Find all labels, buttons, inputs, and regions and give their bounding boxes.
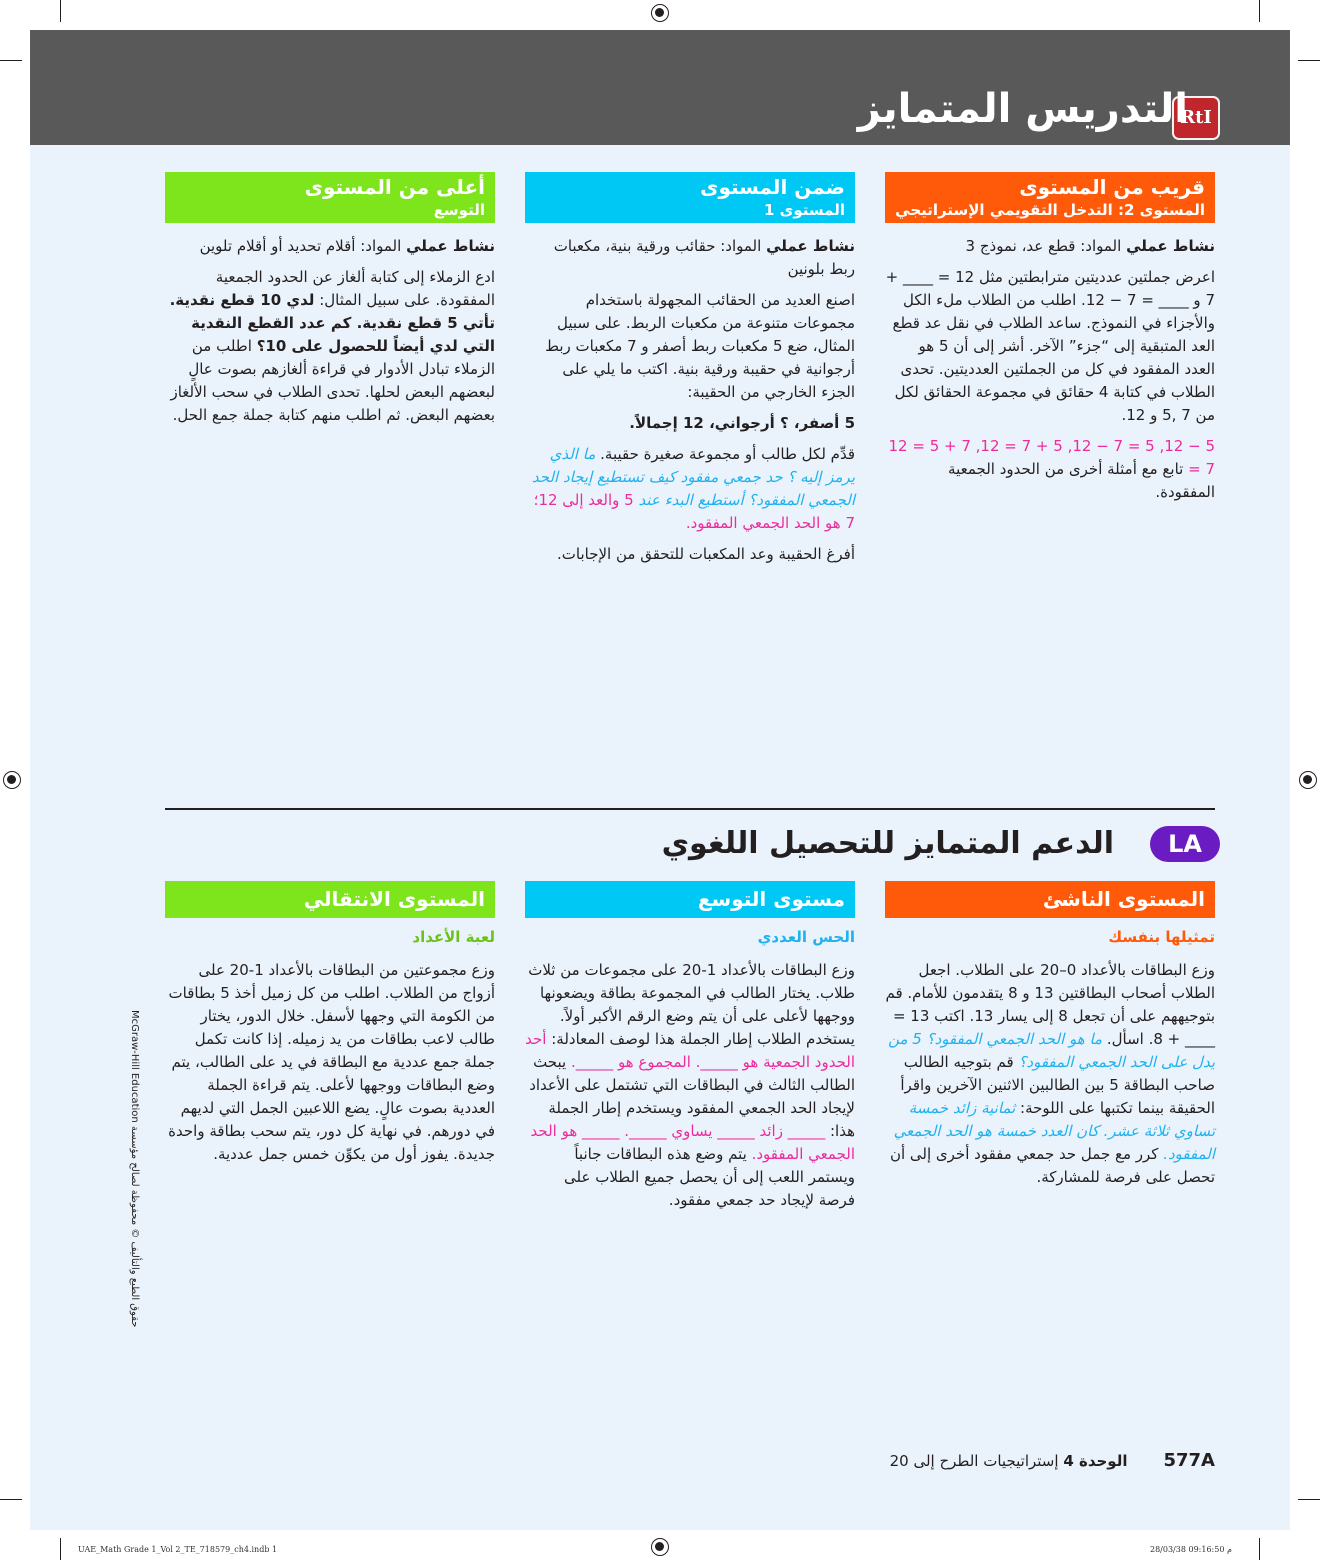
body-text: اصنع العديد من الحقائب المجهولة باستخدام مجموعات متنوعة من مكعبات الربط. على سبيل المثال، ضع 5 مكعبات ربط أصفر و 7 مكعبات ربط أرجوانية في حقيبة ورقية بنية. اكتب ما يلي على الجزء الخارجي من الحقيبة: bbox=[545, 291, 855, 401]
rti-column-beyond bbox=[165, 172, 495, 435]
band-subtitle: المستوى 2: التدخل التقويمي الإستراتيجي bbox=[895, 201, 1205, 219]
answer-text: 12 = 5 + 7 ,12 = 7 + 5 ,12 − 7 = 5 ,12 − 5 = 7 bbox=[888, 437, 1215, 478]
prompt-text: ما الذي يرمز إليه ؟ حد جمعي مفقود كيف تستطيع إيجاد الحد الجمعي المفقود؟ أستطيع البدء عند bbox=[531, 445, 855, 509]
la-column-emerging bbox=[885, 881, 1215, 1197]
section-title: الدعم المتمايز للتحصيل اللغوي bbox=[661, 826, 1114, 861]
rti-badge: RtI bbox=[1172, 96, 1220, 140]
column-band: المستوى الناشئ bbox=[885, 881, 1215, 918]
column-band: مستوى التوسع bbox=[525, 881, 855, 918]
print-slug-right: 28/03/38 09:16:50 م bbox=[1150, 1545, 1232, 1554]
answer-text: 5 والعد إلى 12؛ 7 هو الحد الجمعي المفقود. bbox=[533, 491, 855, 532]
column-subheading: لعبة الأعداد bbox=[412, 928, 495, 946]
prompt-text: ثمانية زائد خمسة تساوي ثلاثة عشر. كان العدد خمسة هو الحد الجمعي المفقود. bbox=[893, 1099, 1215, 1163]
footer-unit-title: إستراتيجيات الطرح إلى 20 bbox=[889, 1452, 1064, 1470]
crop-mark bbox=[0, 60, 22, 61]
la-column-expanding bbox=[525, 881, 855, 1220]
prompt-text: ما هو الحد الجمعي المفقود؟ 5 من يدل على الحد الجمعي المفقود؟ bbox=[888, 1030, 1215, 1071]
page-number: 577A bbox=[1163, 1450, 1215, 1471]
registration-mark bbox=[651, 4, 669, 22]
crop-mark bbox=[1259, 0, 1260, 22]
band-title: أعلى من المستوى bbox=[304, 175, 485, 199]
body-text: وزع البطاقات بالأعداد 1-20 على مجموعات من ثلاث طلاب. يختار الطالب في المجموعة بطاقة ويضعونها ووجهها لأعلى على أن يتم وضع الرقم الأكبر أولاً. يستخدم الطلاب إطار الجملة هذا لوصف المعادلة: أحد الحدود الجمعية هو _____. المجموع هو _____. يبحث الطالب الثالث في البطاقات التي تشتمل على الأعداد لإيجاد الحد الجمعي المفقود ويستخدم إطار الجملة هذا: _____ زائد _____ يساوي _____. _____ هو الحد الجمعي المفقود. يتم وضع هذه البطاقات جانباً ويستمر اللعب إلى أن يحصل جميع الطلاب على فرصة لإيجاد حد جمعي مفقود. bbox=[525, 961, 855, 1209]
copyright-side-text: حقوق الطبع والتأليف © محفوظة لصالح مؤسسة McGraw-Hill Education bbox=[129, 1010, 140, 1328]
footer-unit: الوحدة 4 bbox=[1063, 1452, 1128, 1470]
crop-mark bbox=[1298, 1499, 1320, 1500]
la-badge: LA bbox=[1150, 826, 1220, 862]
body-text: اعرض جملتين عدديتين مترابطتين مثل 12 = ____ + 7 و ____ = 7 − 12. اطلب من الطلاب ملء الكل والأجزاء في النموذج. ساعد الطلاب في نقل عد قطع العد المتبقية إلى “جزء” الآخر. أشر إلى أن 5 هو العدد المفقود في كل من الجملتين العدديتين. تحدى الطلاب في كتابة 4 حقائق في مجموعة الحقائق لكل من 7 ,5 و 12. bbox=[885, 268, 1215, 424]
band-title: ضمن المستوى bbox=[700, 175, 845, 199]
la-column-bridging bbox=[165, 881, 495, 1174]
body-text: 12 = 5 + 7 ,12 = 7 + 5 ,12 − 7 = 5 ,12 − 5 = 7 تابع مع أمثلة أخرى من الحدود الجمعية المفقودة. bbox=[888, 437, 1215, 501]
band-title: قريب من المستوى bbox=[1019, 175, 1205, 199]
band-subtitle: التوسع bbox=[433, 201, 485, 219]
registration-mark bbox=[3, 771, 21, 789]
body-text: وزع مجموعتين من البطاقات بالأعداد 1-20 على أزواج من الطلاب. اطلب من كل زميل أخذ 5 بطاقات من الكومة التي وجهها لأسفل. خلال الدور، يختار طالب لاعب بطاقات من يد زميله. إذا كانت تكمل جملة جمع عددية مع البطاقة في يد على الطالب، يتم وضع البطاقات ووجهها لأعلى. يتم قراءة الجملة العددية بصوت عالٍ. يضع اللاعبين الجمل التي لديهم في دورهم. في نهاية كل دور، يتم سحب بطاقة واحدة جديدة. يفوز أول من يكوِّن خمس جمل عددية. bbox=[168, 961, 495, 1163]
crop-mark bbox=[1259, 1538, 1260, 1560]
crop-mark bbox=[1298, 60, 1320, 61]
column-band bbox=[165, 172, 495, 223]
column-band bbox=[525, 172, 855, 223]
band-subtitle: المستوى 1 bbox=[763, 201, 845, 219]
crop-mark bbox=[60, 1538, 61, 1560]
rti-column-approaching bbox=[885, 172, 1215, 512]
column-subheading: الحس العددي bbox=[757, 928, 855, 946]
column-band bbox=[885, 172, 1215, 223]
registration-mark bbox=[1299, 771, 1317, 789]
section-divider bbox=[165, 808, 1215, 810]
registration-mark bbox=[651, 1538, 669, 1556]
body-text: وزع البطاقات بالأعداد 0–20 على الطلاب. اجعل الطلاب أصحاب البطاقتين 13 و 8 يتقدمون للأمام. قم بتوجيههم على أن تجعل 8 إلى يسار 13. اكتب 13 = ____ + 8. اسأل. ما هو الحد الجمعي المفقود؟ 5 من يدل على الحد الجمعي المفقود؟ قم بتوجيه الطالب صاحب البطاقة 5 بين الطالبين الاثنين الآخرين واقرأ الحقيقة بينما تكتبها على اللوحة: ثمانية زائد خمسة تساوي ثلاثة عشر. كان العدد خمسة هو الحد الجمعي المفقود. كرر مع جمل حد جمعي مفقود أخرى إلى أن تحصل على فرصة للمشاركة. bbox=[885, 961, 1215, 1186]
crop-mark bbox=[0, 1499, 22, 1500]
activity-line: نشاط عملي المواد: قطع عد، نموذج 3 bbox=[965, 237, 1215, 255]
sentence-frame: _____ زائد _____ يساوي _____. _____ هو الحد الجمعي المفقود. bbox=[530, 1122, 855, 1163]
column-subheading: تمثيلها بنفسك bbox=[1108, 928, 1215, 946]
crop-mark bbox=[60, 0, 61, 22]
body-text: ادع الزملاء إلى كتابة ألغاز عن الحدود الجمعية المفقودة. على سبيل المثال: لدي 10 قطع نقدية. تأتي 5 قطع نقدية. كم عدد القطع النقدية التي لدي أيضاً للحصول على 10؟ اطلب من الزملاء تبادل الأدوار في قراءة ألغازهم بصوت عالٍ لبعضهم البعض لحلها. تحدى الطلاب في سحب الألغاز بعضهم البعض. ثم اطلب منهم كتابة جملة جمع الحل. bbox=[169, 268, 495, 424]
body-text: أفرغ الحقيبة وعد المكعبات للتحقق من الإجابات. bbox=[557, 545, 855, 563]
riddle-example: لدي 10 قطع نقدية. تأتي 5 قطع نقدية. كم عدد القطع النقدية التي لدي أيضاً للحصول على 10؟ bbox=[169, 291, 495, 355]
print-slug-left: UAE_Math Grade 1_Vol 2_TE_718579_ch4.indb 1 bbox=[78, 1545, 278, 1554]
page-footer bbox=[890, 1450, 1215, 1471]
rti-column-on-level bbox=[525, 172, 855, 574]
activity-line: نشاط عملي المواد: حقائب ورقية بنية، مكعبات ربط بلونين bbox=[553, 237, 855, 278]
body-text: قدِّم لكل طالب أو مجموعة صغيرة حقيبة. ما الذي يرمز إليه ؟ حد جمعي مفقود كيف تستطيع إيجاد الحد الجمعي المفقود؟ أستطيع البدء عند 5 والعد إلى 12؛ 7 هو الحد الجمعي المفقود. bbox=[531, 445, 855, 532]
column-band: المستوى الانتقالي bbox=[165, 881, 495, 918]
sentence-frame: أحد الحدود الجمعية هو _____. المجموع هو _____. bbox=[525, 1030, 855, 1071]
page-title: التدريس المتمايز bbox=[857, 86, 1188, 132]
activity-line: نشاط عملي المواد: أقلام تحديد أو أقلام تلوين bbox=[199, 237, 495, 255]
bag-label-text: 5 أصفر، ؟ أرجواني، 12 إجمالاً. bbox=[629, 414, 855, 432]
